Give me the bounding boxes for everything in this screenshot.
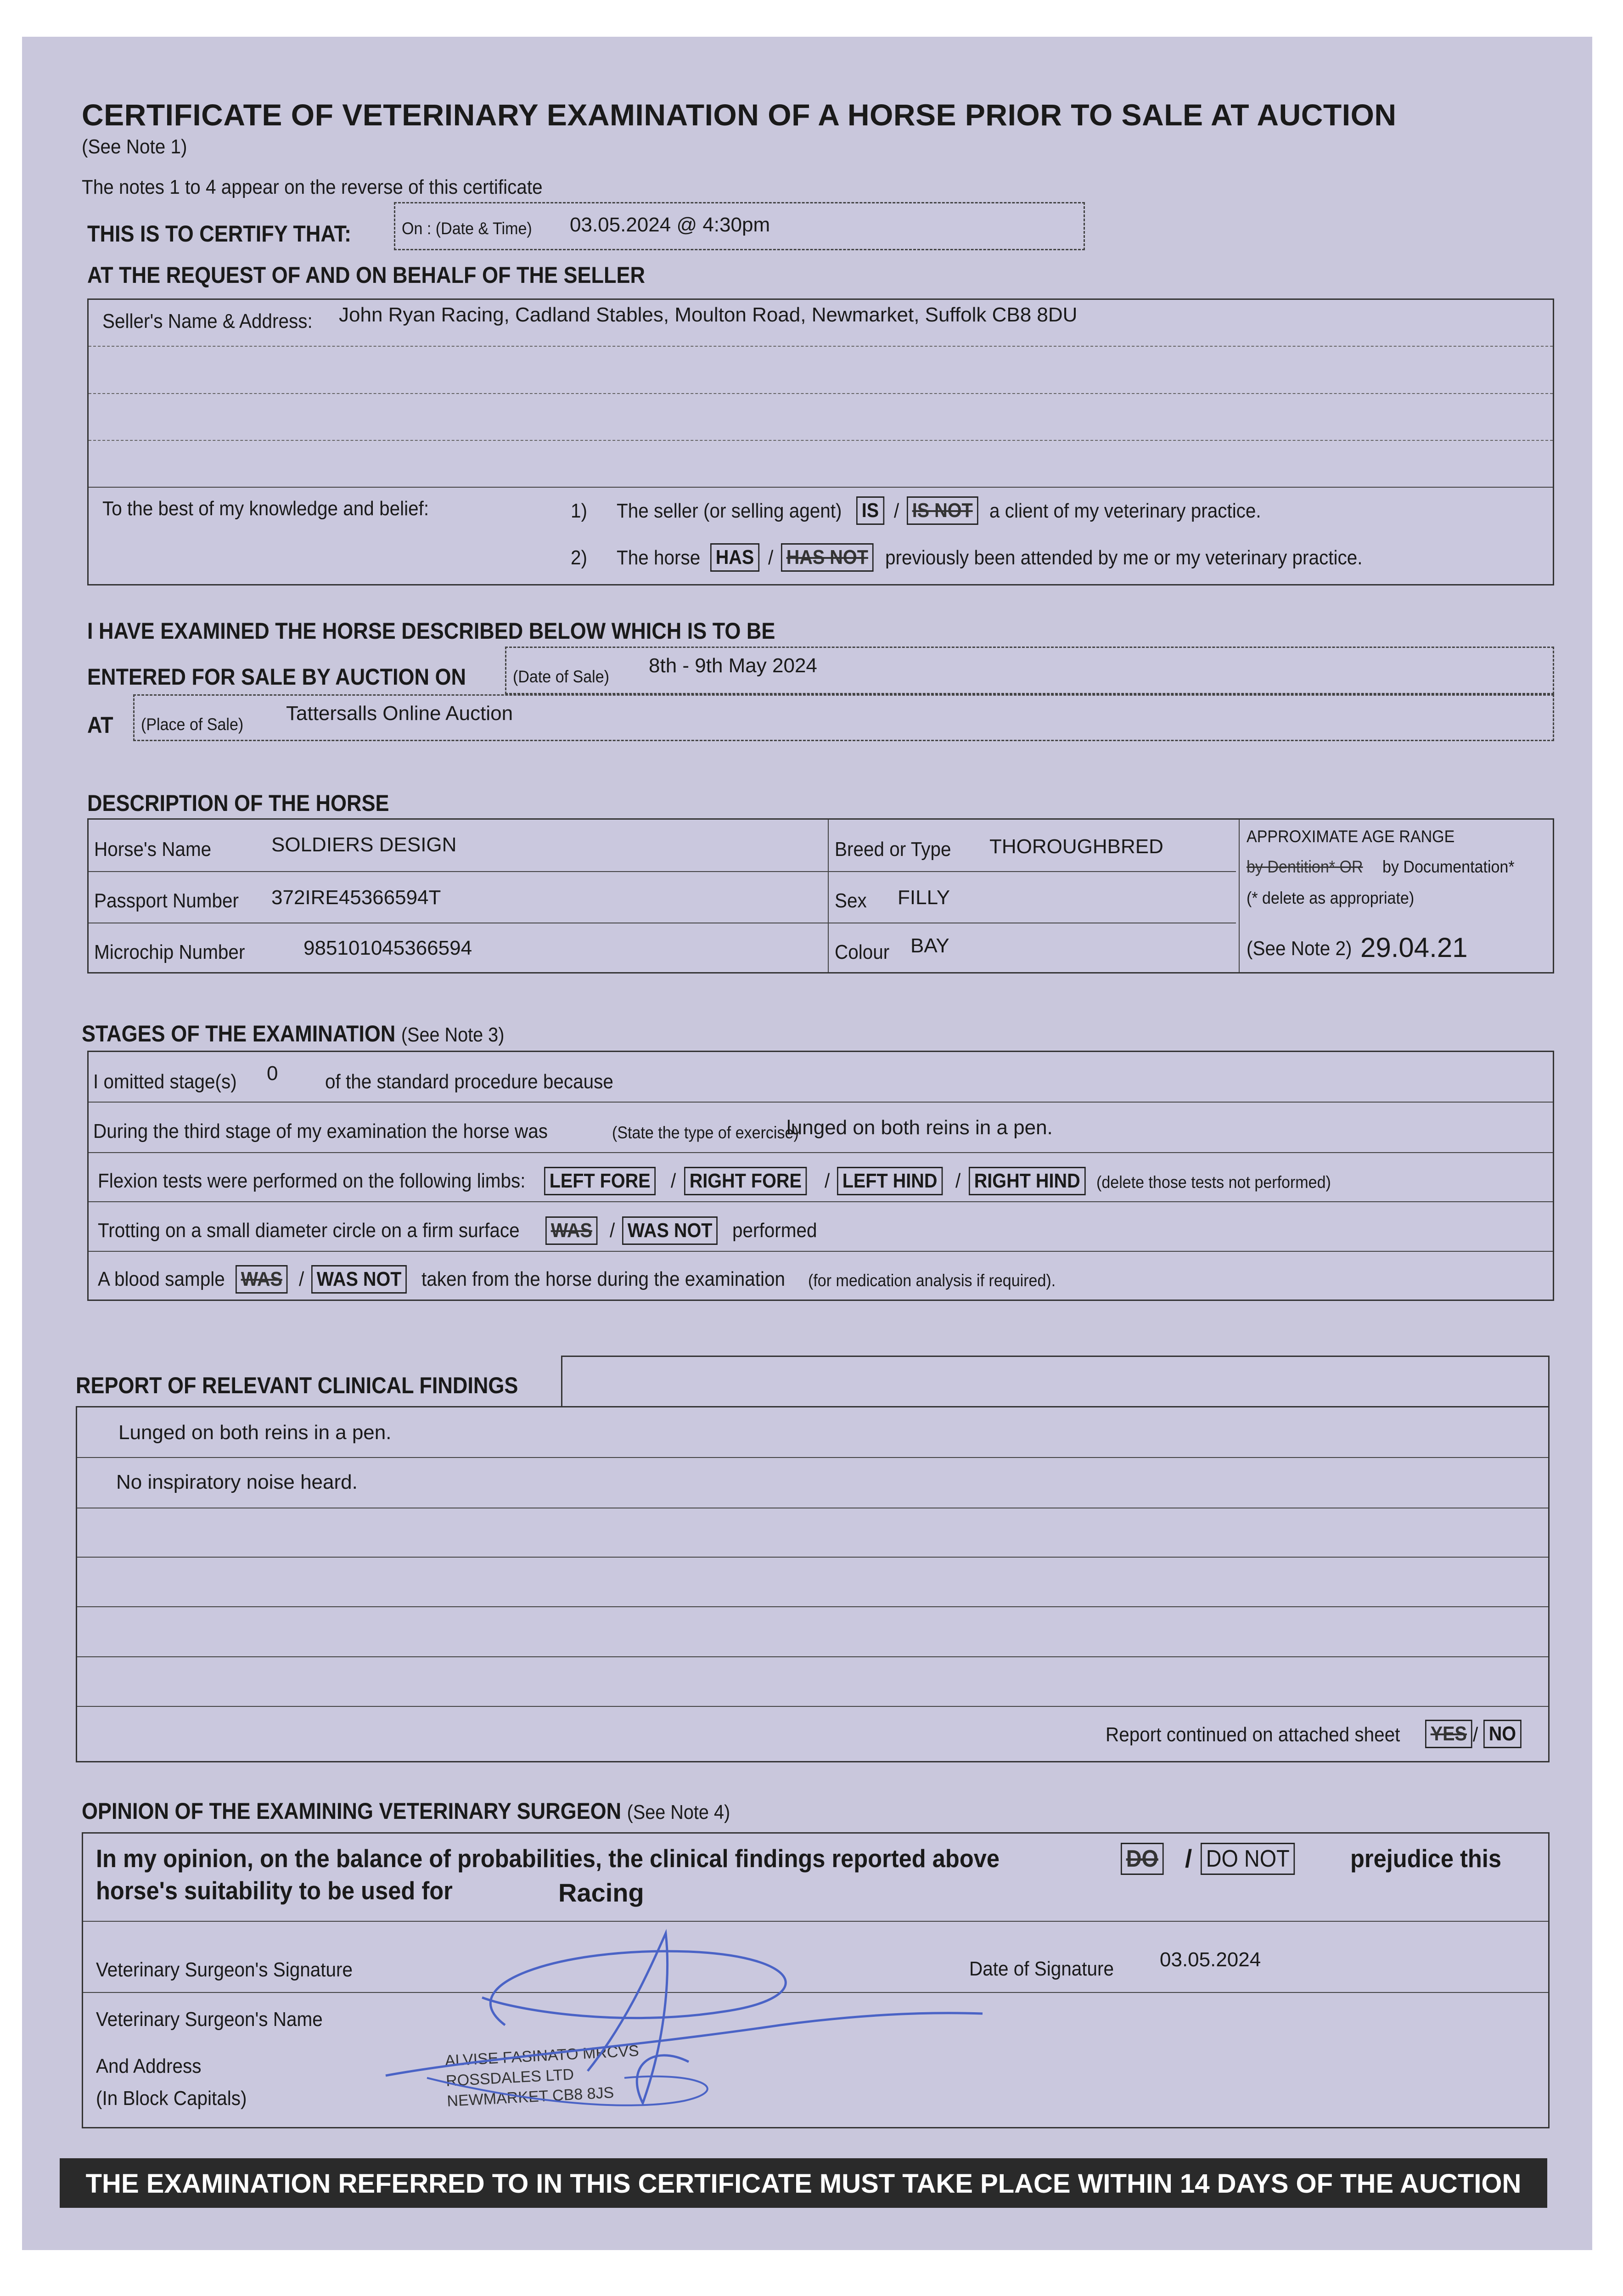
description-heading: DESCRIPTION OF THE HORSE (87, 790, 389, 816)
separator: / (768, 546, 774, 569)
sale-heading-line1: I HAVE EXAMINED THE HORSE DESCRIBED BELOW WHICH IS TO BE (87, 618, 775, 644)
title-see-note: (See Note 1) (82, 135, 187, 158)
trotting-was-not-option[interactable]: WAS NOT (622, 1216, 718, 1245)
blood-was-not-option[interactable]: WAS NOT (311, 1265, 407, 1294)
opinion-see-note: (See Note 4) (627, 1801, 730, 1823)
belief-item-2-number: 2) (571, 546, 587, 569)
stages-heading (82, 1020, 504, 1047)
age-by-dentition-struck: by Dentition* OR (1247, 857, 1363, 876)
microchip-value[interactable]: 985101045366594 (303, 937, 472, 959)
age-see-note: (See Note 2) (1247, 937, 1352, 960)
opinion-heading (82, 1798, 730, 1824)
opinion-do-option[interactable]: DO (1121, 1843, 1164, 1875)
sex-value[interactable]: FILLY (898, 886, 950, 909)
signature-label: Veterinary Surgeon's Signature (96, 1958, 353, 1981)
report-heading: REPORT OF RELEVANT CLINICAL FINDINGS (76, 1373, 518, 1398)
blood-sample-end: taken from the horse during the examination (421, 1268, 786, 1290)
separator: / (299, 1268, 304, 1290)
date-time-field[interactable] (394, 202, 1085, 250)
opinion-use-value[interactable]: Racing (558, 1878, 644, 1907)
omit-reason-label: of the standard procedure because (325, 1070, 613, 1093)
opinion-text: In my opinion, on the balance of probabilities, the clinical findings reported above (96, 1844, 1000, 1873)
flexion-left-hind-option[interactable]: LEFT HIND (837, 1167, 943, 1195)
flexion-left-fore-option[interactable]: LEFT FORE (544, 1167, 656, 1195)
trotting-was-option[interactable]: WAS (545, 1216, 598, 1245)
report-box (76, 1406, 1550, 1762)
separator: / (955, 1170, 961, 1192)
microchip-label: Microchip Number (94, 941, 245, 963)
separator: / (1473, 1723, 1478, 1746)
trotting-label: Trotting on a small diameter circle on a firm surface (98, 1219, 520, 1242)
place-of-sale-label: (Place of Sale) (141, 715, 244, 734)
opinion-text-end: prejudice this (1350, 1844, 1501, 1873)
belief-item-1-number: 1) (571, 500, 587, 522)
seller-is-option[interactable]: IS (856, 496, 884, 525)
age-value[interactable]: 29.04.21 (1360, 932, 1468, 963)
belief-label: To the best of my knowledge and belief: (102, 497, 429, 520)
surgeon-name-label: Veterinary Surgeon's Name (96, 2008, 323, 2031)
seller-section-heading: AT THE REQUEST OF AND ON BEHALF OF THE SELLER (87, 262, 645, 288)
place-at-label: AT (87, 712, 113, 738)
blood-sample-label: A blood sample (98, 1268, 225, 1290)
passport-value[interactable]: 372IRE45366594T (271, 886, 441, 909)
blood-was-option[interactable]: WAS (236, 1265, 288, 1294)
belief-item-2-text: The horse (617, 546, 701, 569)
certificate-title: CERTIFICATE OF VETERINARY EXAMINATION OF A HORSE PRIOR TO SALE AT AUCTION (82, 98, 1397, 132)
stages-table (87, 1051, 1554, 1301)
third-stage-label: During the third stage of my examination the horse was (93, 1120, 548, 1142)
opinion-do-not-option[interactable]: DO NOT (1201, 1843, 1295, 1875)
certify-label: THIS IS TO CERTIFY THAT: (87, 221, 352, 247)
breed-value[interactable]: THOROUGHBRED (989, 835, 1163, 858)
separator: / (894, 500, 899, 522)
date-time-value: 03.05.2024 @ 4:30pm (570, 214, 770, 236)
separator: / (610, 1219, 615, 1242)
report-continued-yes-option[interactable]: YES (1425, 1720, 1472, 1748)
age-range-title: APPROXIMATE AGE RANGE (1247, 827, 1455, 846)
age-by-documentation: by Documentation* (1382, 857, 1515, 876)
colour-label: Colour (835, 941, 890, 963)
trotting-end: performed (732, 1219, 817, 1242)
horse-name-label: Horse's Name (94, 838, 212, 861)
separator: / (1185, 1844, 1192, 1873)
horse-has-not-option[interactable]: HAS NOT (781, 543, 874, 572)
breed-label: Breed or Type (835, 838, 951, 861)
third-stage-value[interactable]: lunged on both reins in a pen. (786, 1116, 1053, 1139)
omit-value[interactable]: 0 (267, 1062, 278, 1085)
date-of-sale-value: 8th - 9th May 2024 (649, 654, 817, 677)
flexion-right-fore-option[interactable]: RIGHT FORE (684, 1167, 807, 1195)
footer-banner (60, 2158, 1547, 2208)
notes-line: The notes 1 to 4 appear on the reverse of this certificate (82, 176, 543, 198)
block-capitals-label: (In Block Capitals) (96, 2087, 247, 2110)
opinion-suitability: horse's suitability to be used for (96, 1876, 453, 1905)
opinion-heading-text: OPINION OF THE EXAMINING VETERINARY SURGEON (82, 1798, 622, 1824)
belief-item-1-text: The seller (or selling agent) (617, 500, 842, 522)
passport-label: Passport Number (94, 889, 239, 912)
report-line-1[interactable]: Lunged on both reins in a pen. (118, 1421, 392, 1444)
report-continued-no-option[interactable]: NO (1483, 1720, 1522, 1748)
belief-item-2-end: previously been attended by me or my veterinary practice. (885, 546, 1363, 569)
horse-has-option[interactable]: HAS (710, 543, 759, 572)
place-of-sale-field[interactable] (133, 694, 1554, 741)
date-time-label: On : (Date & Time) (402, 219, 532, 238)
omit-label: I omitted stage(s) (93, 1070, 237, 1093)
stamp-company: ROSSDALES LTD (445, 2065, 574, 2090)
stamp-town: NEWMARKET CB8 8JS (446, 2083, 615, 2110)
date-of-signature-value[interactable]: 03.05.2024 (1160, 1948, 1261, 1971)
separator: / (825, 1170, 830, 1192)
separator: / (671, 1170, 676, 1192)
date-of-signature-label: Date of Signature (969, 1958, 1114, 1980)
flexion-right-hind-option[interactable]: RIGHT HIND (969, 1167, 1085, 1195)
address-label: And Address (96, 2055, 202, 2077)
report-line-2[interactable]: No inspiratory noise heard. (116, 1471, 358, 1493)
third-stage-hint: (State the type of exercise) (612, 1123, 799, 1142)
sex-label: Sex (835, 889, 867, 912)
seller-is-not-option[interactable]: IS NOT (907, 496, 978, 525)
date-of-sale-field[interactable] (505, 647, 1554, 694)
description-table (87, 818, 1554, 974)
blood-sample-hint: (for medication analysis if required). (808, 1271, 1056, 1290)
colour-value[interactable]: BAY (910, 934, 949, 957)
signature-scribble (367, 1919, 987, 2131)
age-delete-hint: (* delete as appropriate) (1247, 889, 1415, 907)
stages-heading-text: STAGES OF THE EXAMINATION (82, 1021, 396, 1047)
date-of-sale-label: (Date of Sale) (513, 667, 610, 686)
horse-name-value[interactable]: SOLDIERS DESIGN (271, 833, 457, 856)
flexion-label: Flexion tests were performed on the following limbs: (98, 1170, 526, 1192)
stamp-name: ALVISE FASINATO MRCVS (444, 2042, 640, 2070)
seller-name-address[interactable]: John Ryan Racing, Cadland Stables, Moulton Road, Newmarket, Suffolk CB8 8DU (339, 304, 1078, 326)
place-of-sale-value: Tattersalls Online Auction (286, 702, 513, 725)
report-continued-label: Report continued on attached sheet (1106, 1723, 1400, 1746)
seller-name-label: Seller's Name & Address: (102, 310, 313, 332)
seller-box (87, 298, 1554, 585)
flexion-hint: (delete those tests not performed) (1096, 1173, 1331, 1192)
footer-text: THE EXAMINATION REFERRED TO IN THIS CERTIFICATE MUST TAKE PLACE WITHIN 14 DAYS OF THE AUCTION (85, 2169, 1522, 2199)
sale-heading-line2: ENTERED FOR SALE BY AUCTION ON (87, 664, 466, 690)
belief-item-1-end: a client of my veterinary practice. (989, 500, 1261, 522)
report-heading-box (561, 1356, 1550, 1407)
stages-see-note: (See Note 3) (401, 1024, 505, 1046)
